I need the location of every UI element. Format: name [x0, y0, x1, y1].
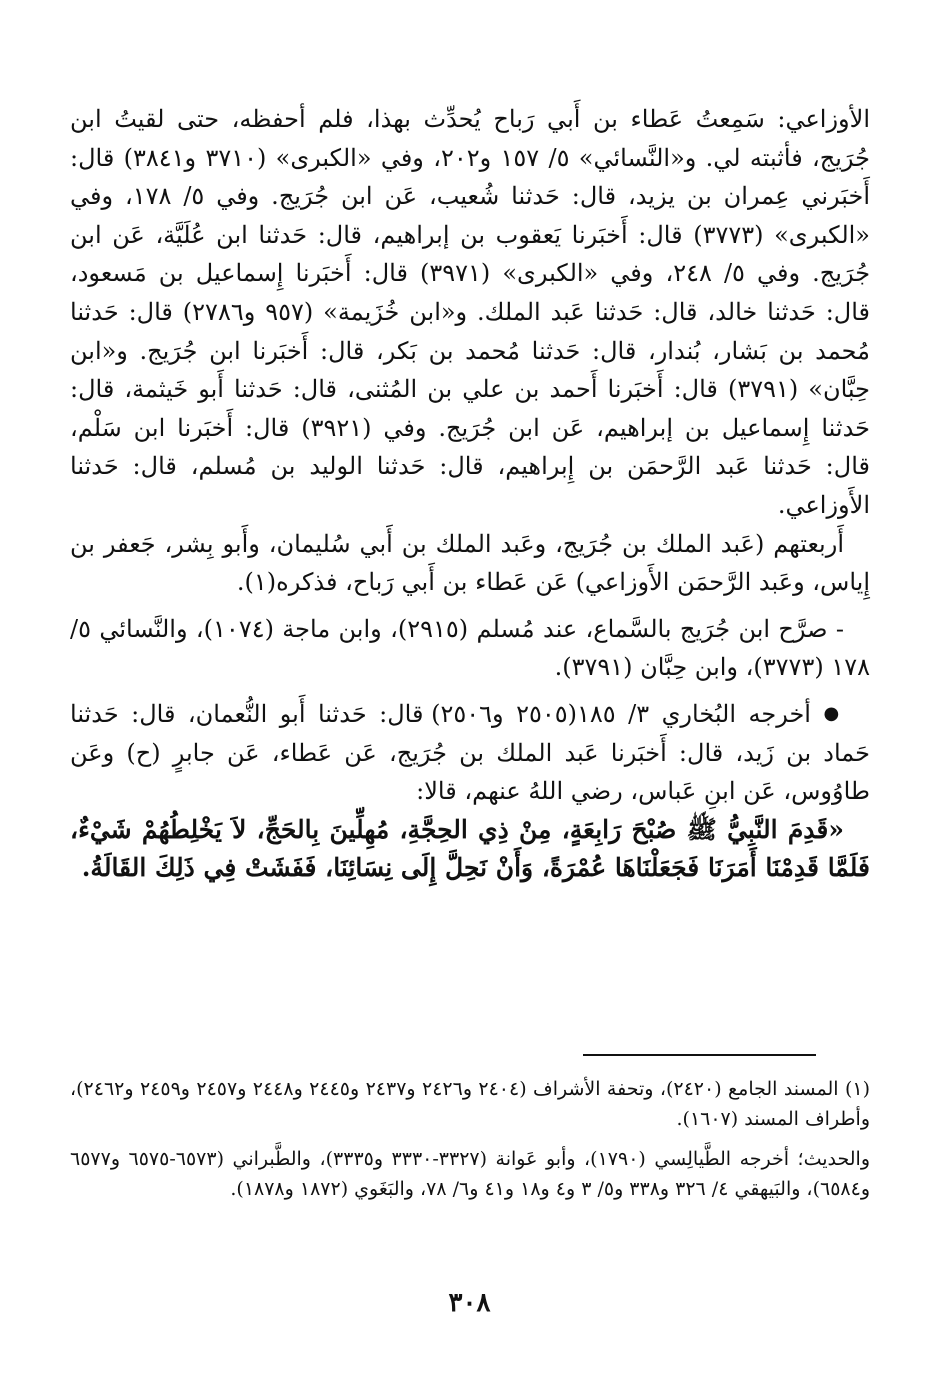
paragraph-bukhari-text: أخرجه البُخاري ٣/ ١٨٥(٢٥٠٥ و٢٥٠٦) قال: حَدثنا أَبو النُّعمان، قال: حَدثنا حَماد بن زَيد، قال: أَخبَرنا عَبد الملك بن جُرَيج، عَن عَطاء، عَن جابرٍ (ح) وعَن طاوُوس، عَن ابنِ عَباس، رضي اللهُ عنهم، قالا:: [70, 699, 870, 806]
paragraph-bukhari: [70, 695, 870, 811]
bullet-icon: ●: [823, 702, 845, 724]
paragraph-four-narrators: أَربعتهم (عَبد الملك بن جُرَيج، وعَبد الملك بن أَبي سُليمان، وأَبو بِشر، جَعفر بن إِياس، وعَبد الرَّحمَن الأَوزاعي) عَن عَطاء بن أَبي رَباح، فذكره(١).: [70, 529, 870, 597]
page-number: ٣٠٨: [448, 1288, 491, 1318]
paragraph-tasrih: - صرَّح ابن جُرَيج بالسَّماع، عند مُسلم (٢٩١٥)، وابن ماجة (١٠٧٤)، والنَّسائي ٥/ ١٧٨ (٣٧٧٣)، وابن حِبَّان (٣٧٩١).: [70, 614, 870, 682]
footnotes: [70, 1074, 870, 1204]
paragraph-chain-of-narrators: الأوزاعي: سَمِعتُ عَطاء بن أَبي رَباح يُحدِّث بهذا، فلم أحفظه، حتى لقيتُ ابن جُرَيج، فأثبته لي. و«النَّسائي» ٥/ ١٥٧ و٢٠٢، وفي «الكبرى» (٣٧١٠ و٣٨٤١) قال: أَخبَرني عِمران بن يزيد، قال: حَدثنا شُعيب، عَن ابن جُرَيج. وفي ٥/ ١٧٨، وفي «الكبرى» (٣٧٧٣) قال: أَخبَرنا يَعقوب بن إبراهيم، قال: حَدثنا ابن عُلَيَّة، عَن ابن جُرَيج. وفي ٥/ ٢٤٨، وفي «الكبرى» (٣٩٧١) قال: أَخبَرنا إِسماعيل بن مَسعود، قال: حَدثنا خالد، قال: حَدثنا عَبد الملك. و«ابن خُزَيمة» (٩٥٧ و٢٧٨٦) قال: حَدثنا مُحمد بن بَشار، بُندار، قال: حَدثنا مُحمد بن بَكر، قال: أَخبَرنا ابن جُرَيج. و«ابن حِبَّان» (٣٧٩١) قال: أَخبَرنا أَحمد بن علي بن المُثنى، قال: حَدثنا أَبو خَيثمة، قال: حَدثنا إِسماعيل بن إبراهيم، عَن ابن جُرَيج. وفي (٣٩٢١) قال: أَخبَرنا ابن سَلْم، قال: حَدثنا عَبد الرَّحمَن بن إِبراهيم، قال: حَدثنا الوليد بن مُسلم، قال: حَدثنا الأَوزاعي.: [70, 105, 871, 519]
footnote-1: (١) المسند الجامع (٢٤٢٠)، وتحفة الأشراف (٢٤٠٤ و٢٤٢٦ و٢٤٣٧ و٢٤٤٥ و٢٤٤٨ و٢٤٥٧ و٢٤٥٩ و٢٤٦٢)، وأطراف المسند (١٦٠٧).: [70, 1078, 870, 1130]
main-text: [70, 100, 870, 888]
footnote-hadith-sources: والحديث؛ أخرجه الطَّيالِسي (١٧٩٠)، وأبو عَوانة (٣٣٢٧-٣٣٣٠ و٣٣٣٥)، والطَّبراني (٦٥٧٣-٦٥٧٥ و٦٥٧٧ و٦٥٨٤)، والبَيهقي ٤/ ٣٢٦ و٣٣٨ و٥/ ٣ و٤ و١٨ و٤١ و٦/ ٧٨، والبَغَوي (١٨٧٢ و١٨٧٨).: [70, 1148, 870, 1200]
hadith-text: «قَدِمَ النَّبِيُّ ﷺ صُبْحَ رَابِعَةٍ، مِنْ ذِي الحِجَّةِ، مُهِلِّينَ بِالحَجِّ، لاَ يَخْلِطُهُمْ شَيْءٌ، فَلَمَّا قَدِمْنَا أَمَرَنَا فَجَعَلْنَاهَا عُمْرَةً، وَأَنْ نَحِلَّ إِلَى نِسَائِنَا، فَفَشَتْ فِي ذَلِكَ القَالَةُ.: [70, 814, 870, 883]
footnote-divider: [583, 1054, 816, 1056]
